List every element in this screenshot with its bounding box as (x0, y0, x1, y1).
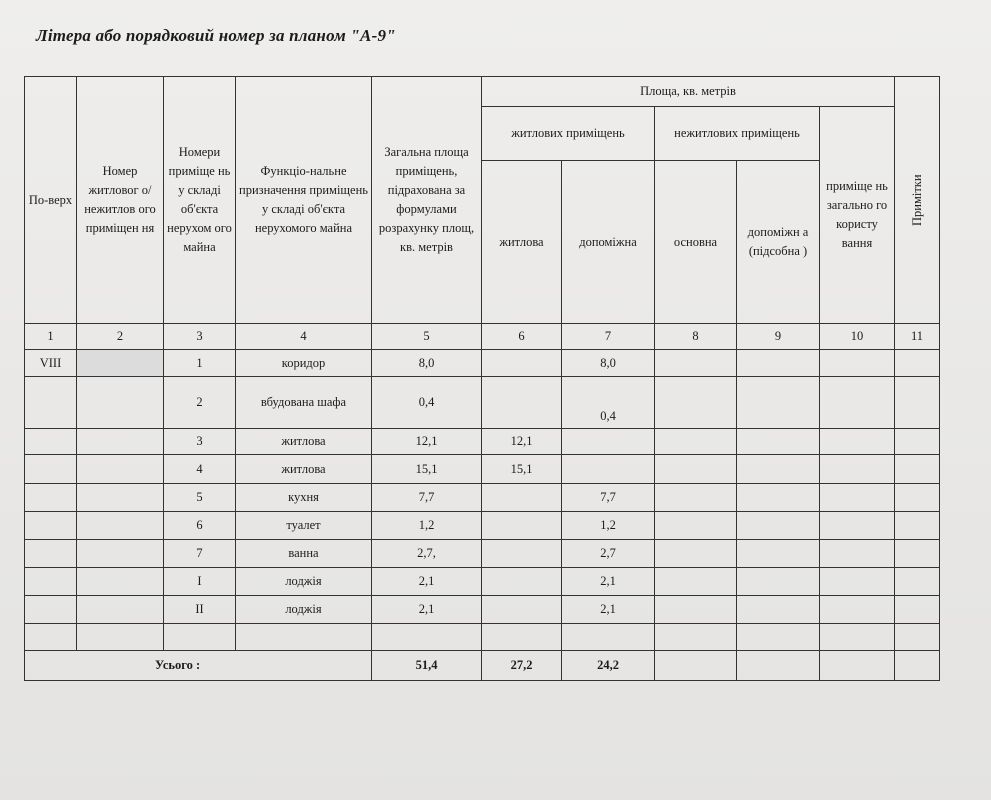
room-number: II (164, 596, 236, 624)
room-total-area: 1,2 (372, 512, 482, 540)
room-function: житлова (236, 429, 372, 455)
area-table (24, 76, 940, 681)
column-number: 2 (77, 324, 164, 350)
table-row (25, 350, 940, 377)
room-living-area: 12,1 (482, 429, 562, 455)
room-total-area: 2,7, (372, 540, 482, 568)
table-row (25, 429, 940, 455)
column-number: 11 (895, 324, 940, 350)
header-room-numbers: Номери приміще нь у складі об'єкта нерухом ого майна (164, 77, 236, 324)
table-row (25, 377, 940, 429)
room-living-area (482, 512, 562, 540)
column-number: 5 (372, 324, 482, 350)
room-number: 1 (164, 350, 236, 377)
room-total-area: 8,0 (372, 350, 482, 377)
room-living-area: 15,1 (482, 455, 562, 484)
room-living-area (482, 568, 562, 596)
aux-area-sum: 24,2 (562, 651, 655, 681)
room-function: ванна (236, 540, 372, 568)
column-number: 8 (655, 324, 737, 350)
header-living-aux: допоміжна (562, 161, 655, 324)
header-nonliving-group: нежитлових приміщень (655, 107, 820, 161)
table-row-empty (25, 624, 940, 651)
room-function: туалет (236, 512, 372, 540)
header-nonliving-aux: допоміжн а (підсобна ) (737, 161, 820, 324)
header-common-use: приміще нь загально го користу вання (820, 107, 895, 324)
room-aux-area (562, 455, 655, 484)
document-heading: Літера або порядковий номер за планом "А-9" (36, 26, 396, 45)
room-aux-area: 8,0 (562, 350, 655, 377)
room-total-area: 12,1 (372, 429, 482, 455)
room-function: житлова (236, 455, 372, 484)
room-aux-area: 2,1 (562, 596, 655, 624)
table-row (25, 568, 940, 596)
room-function: кухня (236, 484, 372, 512)
header-living-main: житлова (482, 161, 562, 324)
room-number: 5 (164, 484, 236, 512)
room-function: лоджія (236, 568, 372, 596)
room-number: 6 (164, 512, 236, 540)
room-aux-area (562, 429, 655, 455)
table-row (25, 596, 940, 624)
room-total-area: 2,1 (372, 596, 482, 624)
column-number: 4 (236, 324, 372, 350)
table-row (25, 455, 940, 484)
room-number: 4 (164, 455, 236, 484)
room-number: 2 (164, 377, 236, 429)
header-function: Функціо-нальне призначення приміщень у складі об'єкта нерухомого майна (236, 77, 372, 324)
header-total-area: Загальна площа приміщень, підрахована за формулами розрахунку площ, кв. метрів (372, 77, 482, 324)
header-notes: Примітки (895, 77, 940, 324)
column-number: 3 (164, 324, 236, 350)
column-number: 1 (25, 324, 77, 350)
redacted-unit-number (77, 350, 164, 377)
room-aux-area: 2,7 (562, 540, 655, 568)
table-row (25, 484, 940, 512)
room-living-area (482, 484, 562, 512)
header-floor: По-верх (25, 77, 77, 324)
room-function: лоджія (236, 596, 372, 624)
room-number: 3 (164, 429, 236, 455)
room-total-area: 2,1 (372, 568, 482, 596)
header-area-group: Площа, кв. метрів (482, 77, 895, 107)
table-row (25, 512, 940, 540)
room-aux-area: 7,7 (562, 484, 655, 512)
room-aux-area: 2,1 (562, 568, 655, 596)
column-number: 6 (482, 324, 562, 350)
column-number: 9 (737, 324, 820, 350)
room-living-area (482, 350, 562, 377)
header-nonliving-main: основна (655, 161, 737, 324)
room-function: вбудована шафа (236, 377, 372, 429)
totals-label: Усього : (25, 651, 372, 681)
totals-row (25, 651, 940, 681)
total-area-sum: 51,4 (372, 651, 482, 681)
room-living-area (482, 377, 562, 429)
living-area-sum: 27,2 (482, 651, 562, 681)
room-function: коридор (236, 350, 372, 377)
header-unit-number: Номер житловог о/ нежитлов ого приміщен ня (77, 77, 164, 324)
room-living-area (482, 596, 562, 624)
room-number: I (164, 568, 236, 596)
floor-cell: VIII (25, 350, 77, 377)
room-total-area: 0,4 (372, 377, 482, 429)
room-number: 7 (164, 540, 236, 568)
room-living-area (482, 540, 562, 568)
room-aux-area: 1,2 (562, 512, 655, 540)
column-number: 10 (820, 324, 895, 350)
room-total-area: 7,7 (372, 484, 482, 512)
header-living-group: житлових приміщень (482, 107, 655, 161)
column-number: 7 (562, 324, 655, 350)
table-row (25, 540, 940, 568)
room-aux-area: 0,4 (562, 377, 655, 429)
room-total-area: 15,1 (372, 455, 482, 484)
